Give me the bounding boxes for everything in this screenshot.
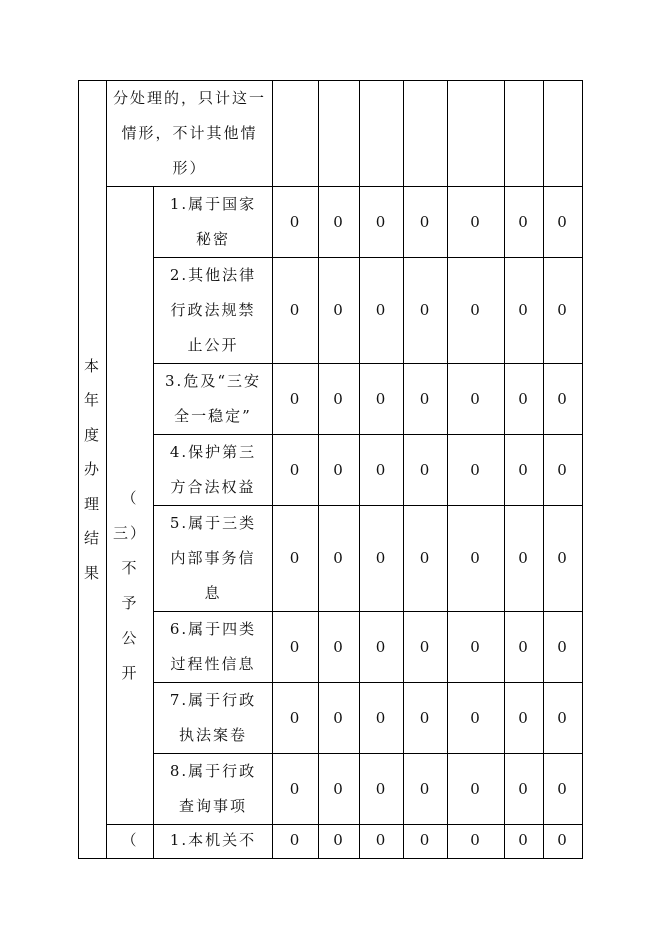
group-label-char: 予 [121, 593, 139, 612]
value-cell: 0 [319, 187, 360, 258]
table-row [79, 364, 583, 435]
reason-line: 1.属于国家 [169, 195, 257, 213]
value-cell: 0 [360, 364, 404, 435]
reason-line: 执法案卷 [179, 726, 248, 744]
empty-cell [404, 81, 448, 187]
value-cell: 0 [544, 506, 583, 612]
table-row [79, 435, 583, 506]
value-cell: 0 [505, 506, 544, 612]
value-cell: 0 [273, 187, 319, 258]
value-cell: 0 [360, 187, 404, 258]
value-cell: 0 [505, 754, 544, 825]
value-cell: 0 [448, 258, 505, 364]
reason-line: 内部事务信 [170, 549, 256, 567]
table-row [79, 612, 583, 683]
reason-line: 3.危及“三安 [165, 372, 261, 390]
header-char: 办 [83, 460, 101, 479]
reason-line: 4.保护第三 [169, 443, 257, 461]
header-char: 度 [83, 425, 101, 444]
value-cell: 0 [448, 506, 505, 612]
value-cell: 0 [273, 506, 319, 612]
category-line: 分处理的，只计这一 [113, 89, 267, 107]
empty-cell [273, 81, 319, 187]
value-cell: 0 [544, 435, 583, 506]
table-row [79, 81, 583, 187]
category-line: 情形，不计其他情 [121, 124, 258, 142]
value-cell: 0 [404, 258, 448, 364]
value-cell: 0 [404, 683, 448, 754]
reason-line: 过程性信息 [170, 655, 256, 673]
value-cell: 0 [360, 754, 404, 825]
value-cell: 0 [273, 612, 319, 683]
reason-line: 5.属于三类 [169, 514, 257, 532]
disclosure-table [78, 80, 583, 859]
empty-cell [544, 81, 583, 187]
value-cell: 0 [319, 754, 360, 825]
value-cell: 0 [360, 506, 404, 612]
header-char: 结 [83, 529, 101, 548]
group-label-char: 公 [121, 628, 139, 647]
value-cell: 0 [319, 683, 360, 754]
reason-line: 8.属于行政 [169, 762, 257, 780]
category-line: 形） [172, 159, 207, 177]
value-cell: 0 [273, 435, 319, 506]
group-label-char: 不 [121, 558, 139, 577]
value-cell: 0 [448, 187, 505, 258]
value-cell: 0 [319, 364, 360, 435]
value-cell: 0 [360, 825, 404, 859]
value-cell: 0 [404, 612, 448, 683]
header-char: 果 [83, 563, 101, 582]
value-cell: 0 [544, 683, 583, 754]
value-cell: 0 [273, 364, 319, 435]
value-cell: 0 [448, 364, 505, 435]
value-cell: 0 [319, 506, 360, 612]
value-cell: 0 [404, 754, 448, 825]
value-cell: 0 [273, 754, 319, 825]
value-cell: 0 [505, 683, 544, 754]
value-cell: 0 [319, 258, 360, 364]
value-cell: 0 [544, 187, 583, 258]
value-cell: 0 [544, 258, 583, 364]
value-cell: 0 [544, 364, 583, 435]
reason-line: 止公开 [187, 336, 239, 354]
value-cell: 0 [360, 612, 404, 683]
reason-label [154, 435, 273, 506]
reason-label [154, 754, 273, 825]
reason-label: 1.本机关不 [154, 825, 273, 859]
header-char: 本 [83, 356, 101, 375]
value-cell: 0 [544, 754, 583, 825]
reason-label [154, 364, 273, 435]
value-cell: 0 [448, 825, 505, 859]
reason-line: 秘密 [196, 230, 231, 248]
value-cell: 0 [544, 612, 583, 683]
reason-label [154, 506, 273, 612]
value-cell: 0 [505, 364, 544, 435]
reason-line: 方合法权益 [170, 478, 256, 496]
reason-line: 7.属于行政 [169, 691, 257, 709]
empty-cell [360, 81, 404, 187]
header-char: 理 [83, 494, 101, 513]
header-char: 年 [83, 391, 101, 410]
reason-line: 全一稳定” [174, 407, 252, 425]
group-label-next: （ [107, 825, 154, 859]
value-cell: 0 [505, 187, 544, 258]
reason-line: 查询事项 [179, 797, 248, 815]
value-cell: 0 [360, 258, 404, 364]
value-cell: 0 [360, 683, 404, 754]
value-cell: 0 [404, 435, 448, 506]
reason-label [154, 683, 273, 754]
table-row [79, 258, 583, 364]
value-cell: 0 [404, 506, 448, 612]
empty-cell [505, 81, 544, 187]
value-cell: 0 [505, 612, 544, 683]
value-cell: 0 [505, 435, 544, 506]
reason-label [154, 187, 273, 258]
value-cell: 0 [505, 825, 544, 859]
group-label-char: 开 [121, 663, 139, 682]
reason-label [154, 612, 273, 683]
value-cell: 0 [319, 825, 360, 859]
value-cell: 0 [448, 754, 505, 825]
table-row [79, 683, 583, 754]
group-label-char: 三） [112, 523, 147, 542]
table-row [79, 754, 583, 825]
reason-line: 6.属于四类 [169, 620, 257, 638]
table-row [79, 825, 583, 859]
empty-cell [319, 81, 360, 187]
group-label-char: （ [121, 488, 139, 507]
value-cell: 0 [404, 187, 448, 258]
reason-line: 息 [204, 584, 222, 602]
value-cell: 0 [505, 258, 544, 364]
value-cell: 0 [404, 825, 448, 859]
value-cell: 0 [360, 435, 404, 506]
category-cell-partial [107, 81, 273, 187]
empty-cell [448, 81, 505, 187]
value-cell: 0 [273, 683, 319, 754]
table-row [79, 187, 583, 258]
value-cell: 0 [404, 364, 448, 435]
reason-line: 行政法规禁 [170, 301, 256, 319]
value-cell: 0 [544, 825, 583, 859]
value-cell: 0 [319, 612, 360, 683]
value-cell: 0 [448, 612, 505, 683]
value-cell: 0 [448, 683, 505, 754]
value-cell: 0 [273, 258, 319, 364]
table-row [79, 506, 583, 612]
value-cell: 0 [319, 435, 360, 506]
group-label-not-disclosed [107, 187, 154, 825]
value-cell: 0 [448, 435, 505, 506]
row-header-annual-results [79, 81, 107, 859]
reason-label [154, 258, 273, 364]
value-cell: 0 [273, 825, 319, 859]
reason-line: 2.其他法律 [169, 266, 257, 284]
